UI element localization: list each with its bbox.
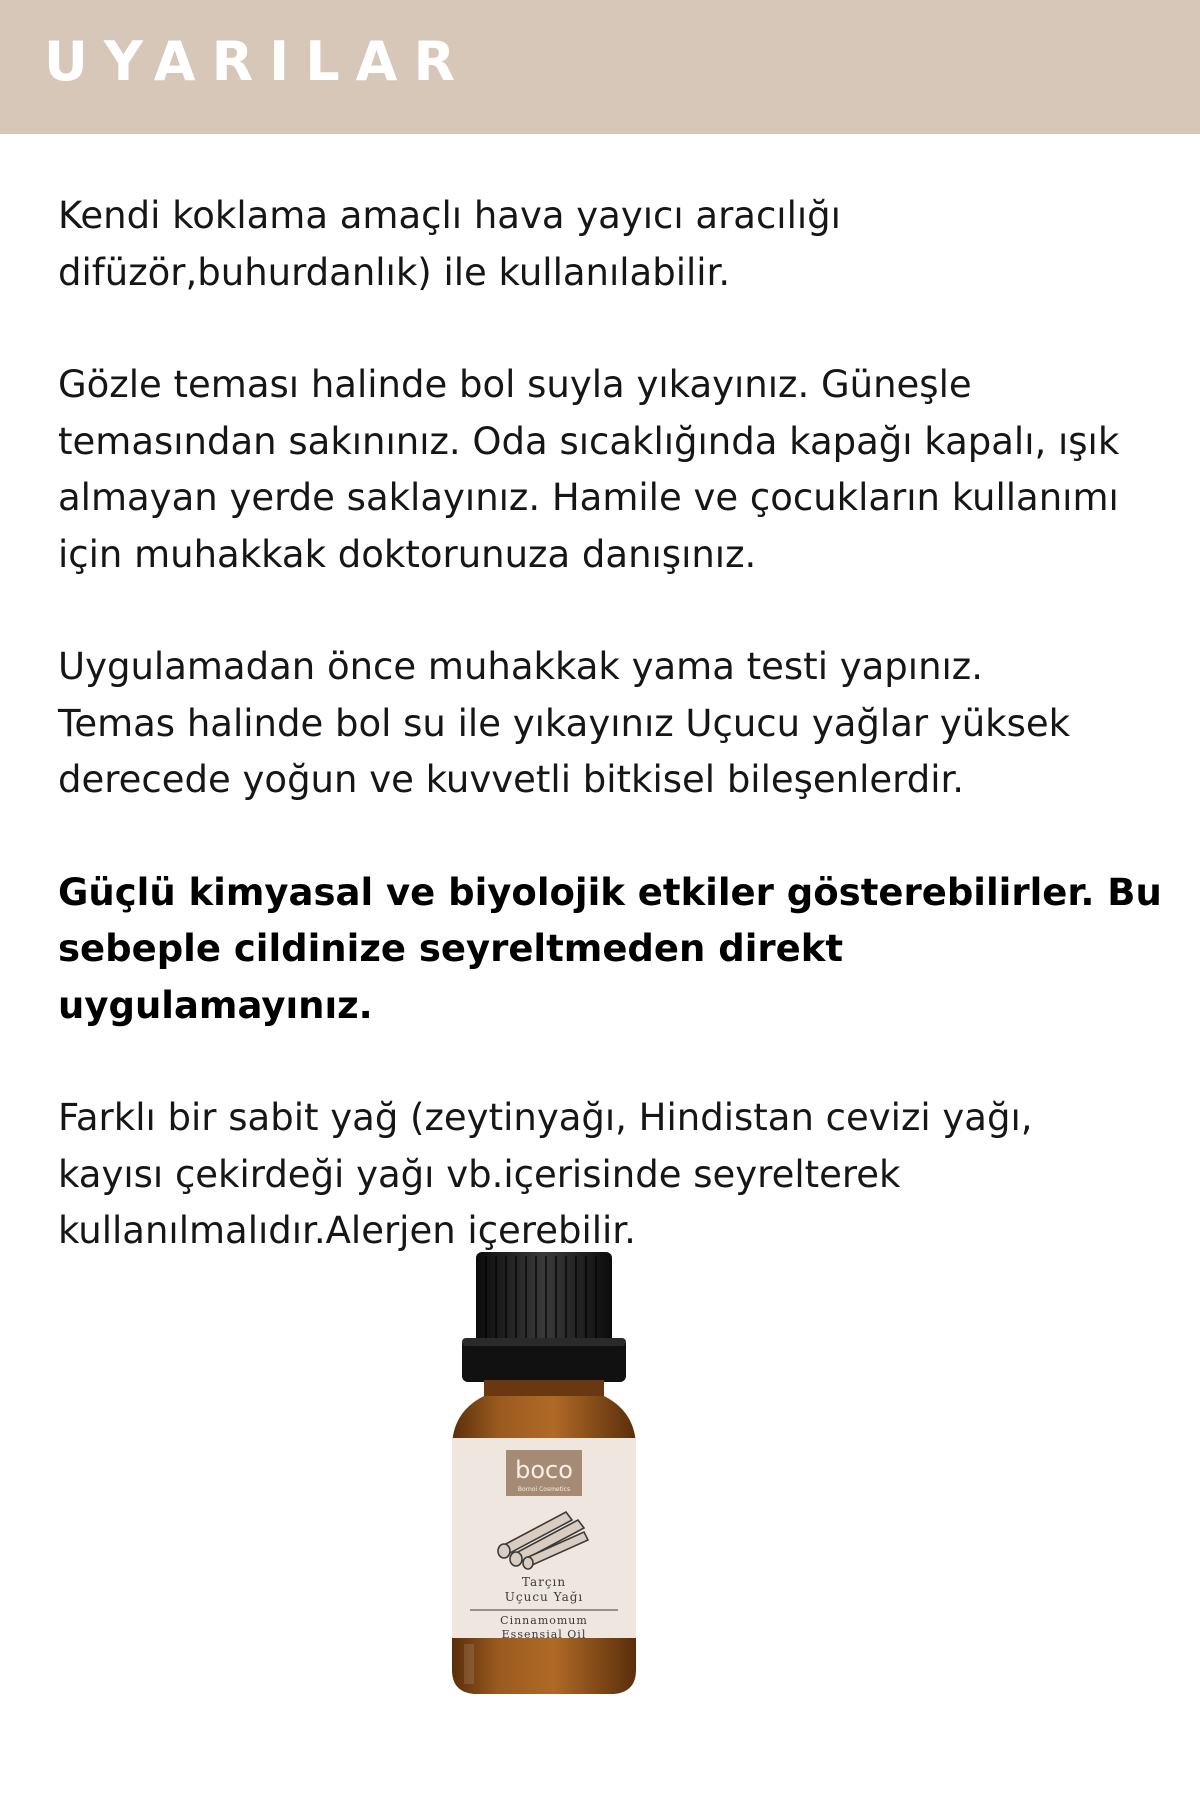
warnings-content xyxy=(58,188,1168,1316)
product-bottle-image xyxy=(444,1240,644,1700)
header-banner xyxy=(0,0,1200,134)
brand-logo: boco xyxy=(515,1456,573,1484)
bottle-cap xyxy=(462,1252,626,1382)
warning-paragraph-dilution: Güçlü kimyasal ve biyolojik etkiler gösterebilirler. Bu sebeple cildinize seyreltmeden direkt uygulamayınız. xyxy=(58,870,1162,1027)
product-name-tr-line2: Uçucu Yağı xyxy=(504,1590,584,1604)
product-name-tr-line1: Tarçın xyxy=(521,1575,567,1589)
brand-subtitle: Bornoi Cosmetics xyxy=(517,1486,571,1493)
warning-paragraph-usage: Kendi koklama amaçlı hava yayıcı aracılığı difüzör,buhurdanlık) ile kullanılabilir. xyxy=(58,194,841,294)
warning-paragraph-contact: Gözle teması halinde bol suyla yıkayınız. Güneşle temasından sakınınız. Oda sıcaklığında kapağı kapalı, ışık almayan yerde saklayınız. Hamile ve çocukların kullanımı için muhakkak doktorunuza danışınız. xyxy=(58,363,1120,576)
product-name-en-line2: Essensial Oil xyxy=(501,1628,587,1641)
bottle-label xyxy=(452,1438,636,1641)
page-title: UYARILAR xyxy=(44,30,472,93)
product-name-en-line1: Cinnamomum xyxy=(500,1614,588,1627)
bottle-illustration xyxy=(444,1240,644,1700)
warning-paragraph-carrier-oil: Farklı bir sabit yağ (zeytinyağı, Hindistan cevizi yağı, kayısı çekirdeği yağı vb.içerisinde seyrelterek kullanılmalıdır.Alerjen içerebilir. xyxy=(58,1096,1033,1252)
warning-paragraph-patch-test: Uygulamadan önce muhakkak yama testi yapınız. Temas halinde bol su ile yıkayınız Uçucu yağlar yüksek derecede yoğun ve kuvvetli bitkisel bileşenlerdir. xyxy=(58,645,1071,801)
